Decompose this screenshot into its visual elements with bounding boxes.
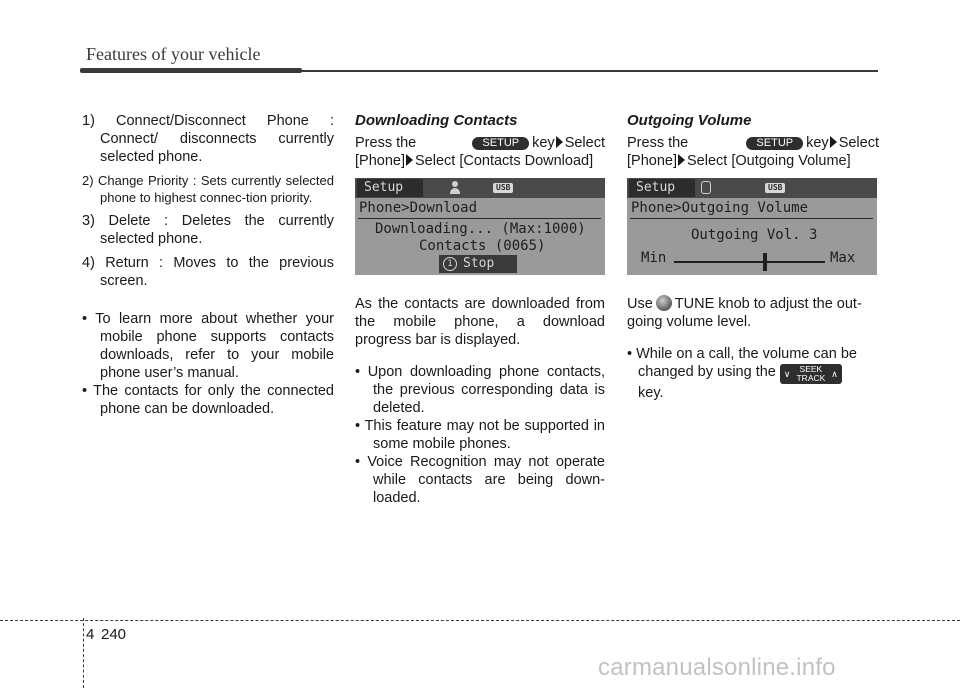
bullet-text-line: While on a call, the volume can be <box>636 346 857 362</box>
instruction-text: Select [Outgoing Volume] <box>687 153 851 169</box>
bullet-text: To learn more about whether your mobile phone supports contacts downloads, refer to your mobile phone user’s manual. <box>95 311 334 381</box>
column-right <box>627 112 879 402</box>
contacts-icon <box>450 181 460 194</box>
page-header-title: Features of your vehicle <box>86 44 261 64</box>
watermark: carmanualsonline.info <box>598 654 836 681</box>
screen-path: Phone>Download <box>359 200 478 216</box>
paragraph: As the contacts are downloaded from the mobile phone, a download progress bar is displayed. <box>355 296 605 348</box>
usb-icon: USB <box>765 183 785 193</box>
instruction-text: [Phone] <box>627 153 677 169</box>
bullet-text: Voice Recognition may not operate while contacts are being down-loaded. <box>367 454 605 506</box>
instruction-text: key <box>532 135 555 151</box>
tune-knob-icon <box>656 295 672 311</box>
list-item: 4) Return : Moves to the previous screen. <box>82 255 334 289</box>
screen-stop-button <box>439 255 517 273</box>
screen-min-label: Min <box>641 250 667 266</box>
header-rule-thick <box>80 68 302 73</box>
footer-divider <box>83 618 84 688</box>
screen-max-label: Max <box>830 250 856 266</box>
section-title: Downloading Contacts <box>355 112 518 129</box>
instruction-text: Press the <box>627 135 689 151</box>
bullet-text: key. <box>638 385 664 401</box>
volume-slider-knob <box>763 253 767 271</box>
instruction-text: Select <box>564 135 605 151</box>
arrow-right-icon <box>678 154 685 166</box>
list-item: 1) Connect/Disconnect Phone : Connect/ disconnects currently selected phone. <box>82 113 334 165</box>
screen-setup-tab: Setup <box>357 179 423 197</box>
list-item: 2) Change Priority : Sets currently selected phone to highest connec-tion priority. <box>82 173 334 205</box>
bullet-text: This feature may not be supported in some mobile phones. <box>364 418 605 452</box>
paragraph <box>627 295 879 331</box>
bullet-item: • Voice Recognition may not operate while contacts are being down-loaded. <box>355 454 605 506</box>
instruction-text: [Phone] <box>355 153 405 169</box>
seek-label: SEEK <box>799 364 823 374</box>
volume-slider-track <box>674 261 825 263</box>
screen-volume-label: Outgoing Vol. 3 <box>691 227 818 243</box>
paragraph-text: TUNE knob to adjust the out-going volume level. <box>627 296 862 330</box>
stop-label: Stop <box>463 256 495 271</box>
bullet-item <box>627 345 879 402</box>
bullet-item: • The contacts for only the connected phone can be downloaded. <box>82 383 334 417</box>
bullet-item: • This feature may not be supported in some mobile phones. <box>355 418 605 452</box>
setup-key: SETUP <box>746 137 803 150</box>
screen-download-status: Downloading... (Max:1000) <box>375 221 586 237</box>
arrow-right-icon <box>556 136 563 148</box>
footer-rule <box>0 620 960 621</box>
list-item: 3) Delete : Deletes the currently selected phone. <box>82 213 334 247</box>
bullet-item: • Upon downloading phone contacts, the previous corresponding data is deleted. <box>355 364 605 416</box>
instruction-line <box>355 134 605 152</box>
seek-track-key <box>780 364 842 384</box>
bullet-text-line: changed by using the <box>638 364 776 380</box>
instruction-text: Press the <box>355 135 417 151</box>
bluetooth-icon <box>701 181 711 194</box>
header-rule-thin <box>300 70 878 72</box>
section-title: Outgoing Volume <box>627 112 752 129</box>
bullet-text <box>627 363 879 384</box>
arrow-right-icon <box>830 136 837 148</box>
column-middle <box>355 112 605 507</box>
column-left <box>82 112 334 418</box>
bullet-text: Upon downloading phone contacts, the previous corresponding data is deleted. <box>367 364 605 416</box>
instruction-line <box>627 134 879 152</box>
stop-number: 1 <box>443 257 457 271</box>
instruction-line <box>627 152 879 170</box>
chevron-up-icon: ∧ <box>831 369 838 379</box>
usb-icon: USB <box>493 183 513 193</box>
screen-setup-tab: Setup <box>629 179 695 197</box>
section-number: 4 <box>86 626 95 643</box>
page-number: 240 <box>101 626 127 643</box>
volume-screen <box>627 178 877 275</box>
instruction-text: Select <box>838 135 879 151</box>
screen-contacts-count: Contacts (0065) <box>419 238 546 254</box>
bullet-text: • While on a call, the volume can be <box>627 346 857 362</box>
instruction-text: Select [Contacts Download] <box>415 153 594 169</box>
screen-divider <box>358 218 601 219</box>
instruction-line <box>355 152 605 170</box>
bullet-item: • To learn more about whether your mobile phone supports contacts downloads, refer to your mobile phone user’s manual. <box>82 311 334 381</box>
track-label: TRACK <box>796 373 826 383</box>
instruction-text: key <box>806 135 829 151</box>
chevron-down-icon: ∨ <box>783 369 791 379</box>
setup-key: SETUP <box>472 137 529 150</box>
screen-divider <box>630 218 873 219</box>
paragraph-text: Use <box>627 296 653 312</box>
bullet-text: The contacts for only the connected phone can be downloaded. <box>93 383 334 417</box>
download-screen <box>355 178 605 275</box>
arrow-right-icon <box>406 154 413 166</box>
screen-path: Phone>Outgoing Volume <box>631 200 809 216</box>
